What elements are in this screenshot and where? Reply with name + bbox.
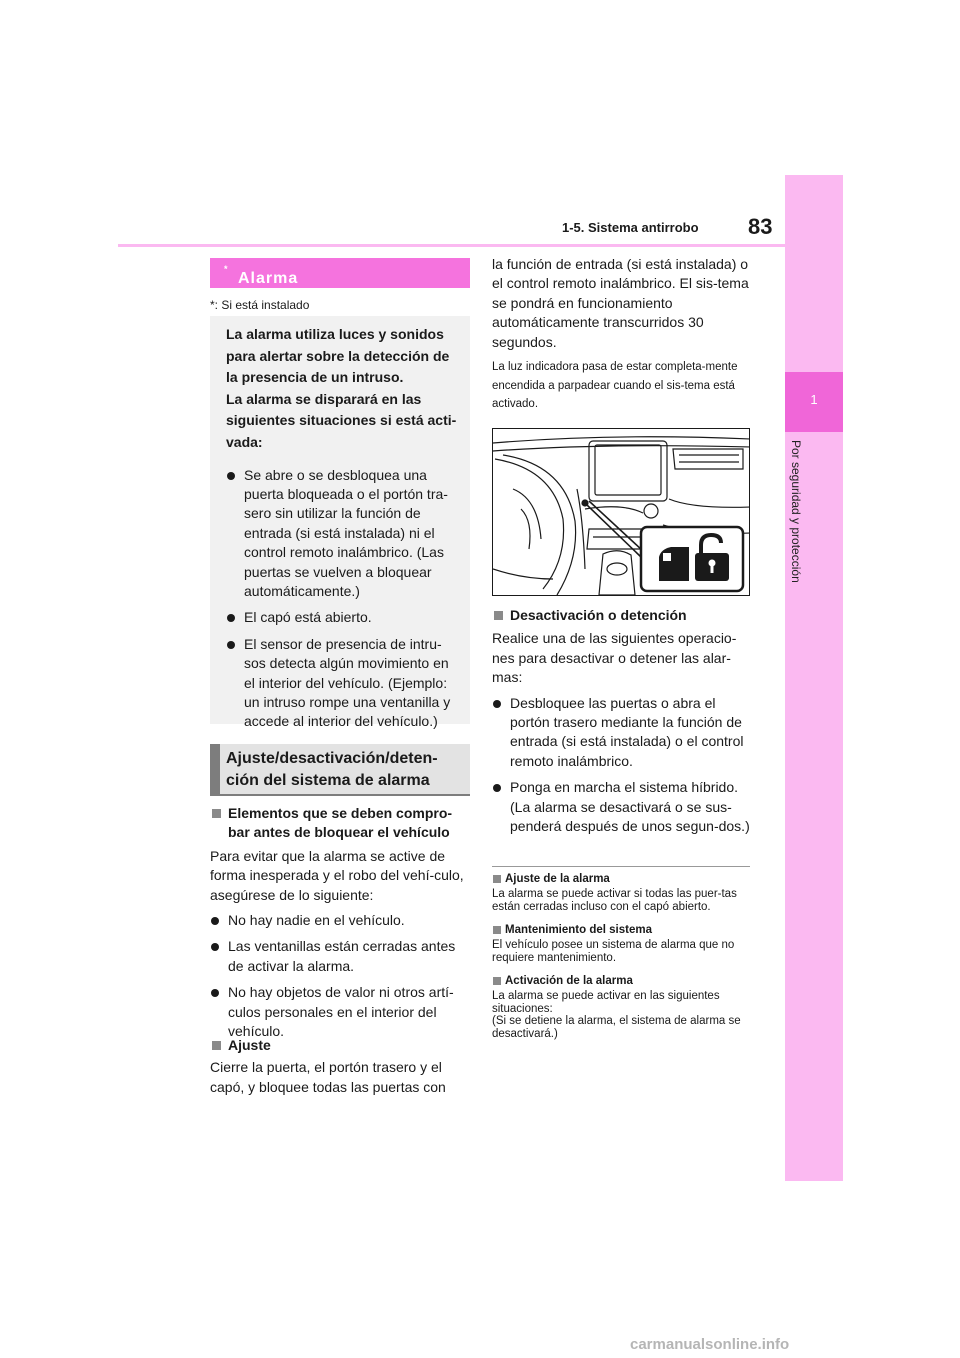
list-item: Las ventanillas están cerradas antes de activar la alarma. <box>210 937 472 976</box>
setting-continued-text: la función de entrada (si está instalada) o el control remoto inalámbrico. El sis-tema se pondrá en funcionamiento automáticamente transcurridos 30 segundos. <box>492 256 749 350</box>
list-item: No hay objetos de valor ni otros artí-culos personales en el interior del vehículo. <box>210 983 472 1041</box>
items-check-block <box>210 804 472 1048</box>
intro-line: la presencia de un intruso. <box>226 369 404 386</box>
notes-block <box>492 872 754 1050</box>
note-heading: Activación de la alarma <box>492 974 754 988</box>
watermark: carmanualsonline.info <box>630 1336 790 1353</box>
dashboard-drawing <box>493 429 750 596</box>
setting-heading: Ajuste <box>210 1036 472 1055</box>
installed-footnote: *: Si está instalado <box>210 298 310 312</box>
dashboard-illustration <box>492 428 750 596</box>
security-indicator-callout <box>641 527 743 591</box>
chapter-title: Por seguridad y protección <box>789 440 803 583</box>
items-check-text: Para evitar que la alarma se active de forma inesperada y el robo del vehí-culo, asegúrese de lo siguiente: <box>210 847 464 903</box>
note-heading: Ajuste de la alarma <box>492 872 754 886</box>
list-item: Se abre o se desbloquea una puerta bloqueada o el portón tra-sero sin utilizar la función de entrada (si está instalada) ni el control remoto inalámbrico. (Las puertas se vuelven a bloquear automáticamente.) <box>226 466 458 602</box>
intro-line: La alarma se disparará en las <box>226 390 422 407</box>
setting-title-line: ción del sistema de alarma <box>226 772 430 789</box>
page-number: 83 <box>748 214 773 239</box>
deactivation-block <box>492 606 754 843</box>
list-item: El sensor de presencia de intru-sos detecta algún movimiento en el interior del vehículo. (Ejemplo: un intruso rompe una ventanilla y accede al interior del vehículo.) <box>226 635 458 732</box>
deactivation-text: Realice una de las siguientes operacio-nes para desactivar o detener las alar-mas: <box>492 630 737 686</box>
list-item: El capó está abierto. <box>226 608 458 627</box>
heading-line: bar antes de bloquear el vehículo <box>228 824 450 841</box>
intro-line: La alarma utiliza luces y sonidos <box>226 326 444 342</box>
setting-title-line: Ajuste/desactivación/deten- <box>226 750 438 767</box>
heading-line: Elementos que se deben compro- <box>228 805 453 821</box>
setting-continued-block <box>492 255 750 414</box>
alarm-title: Alarma <box>238 270 299 287</box>
section-title: 1-5. Sistema antirrobo <box>562 220 699 235</box>
alarm-title-mark: * <box>224 264 229 274</box>
deactivation-list <box>492 694 754 837</box>
note-text: La alarma se puede activar en las siguientes situaciones: (Si se detiene la alarma, el sistema de alarma se desactivará.) <box>492 990 741 1040</box>
setting-block <box>210 1036 472 1097</box>
alarm-intro-box <box>210 316 470 730</box>
list-item: Desbloquee las puertas o abra el portón trasero mediante la función de entrada (si está instalada) o el control remoto inalámbrico. <box>492 694 754 772</box>
chapter-number: 1 <box>810 392 818 407</box>
notes-divider <box>492 866 750 867</box>
header-divider <box>118 244 785 247</box>
alarm-heading <box>210 258 470 288</box>
note-text: La alarma se puede activar si todas las puer-tas están cerradas incluso con el capó abierto. <box>492 888 737 913</box>
note-heading: Mantenimiento del sistema <box>492 923 754 937</box>
intro-line: para alertar sobre la detección de <box>226 347 450 364</box>
indicator-note: La luz indicadora pasa de estar completa-mente encendida a parpadear cuando el sis-tema está activado. <box>492 361 738 411</box>
side-tab-chapter[interactable] <box>785 372 843 432</box>
setting-section-heading <box>210 744 470 796</box>
note-text: El vehículo posee un sistema de alarma que no requiere mantenimiento. <box>492 939 735 964</box>
items-check-heading <box>210 804 472 843</box>
side-tab-strip <box>785 175 843 1181</box>
list-item: No hay nadie en el vehículo. <box>210 911 472 930</box>
items-check-list <box>210 911 472 1041</box>
side-tab-label <box>783 440 807 620</box>
deactivation-heading: Desactivación o detención <box>492 606 754 625</box>
setting-text: Cierre la puerta, el portón trasero y el capó, y bloquee todas las puertas con <box>210 1059 446 1095</box>
list-item: Ponga en marcha el sistema híbrido. (La alarma se desactivará o se sus-penderá después de unos segun-dos.) <box>492 778 754 836</box>
intro-line: siguientes situaciones si está acti- <box>226 412 457 429</box>
alarm-trigger-list <box>226 466 458 732</box>
intro-line: vada: <box>226 433 263 450</box>
